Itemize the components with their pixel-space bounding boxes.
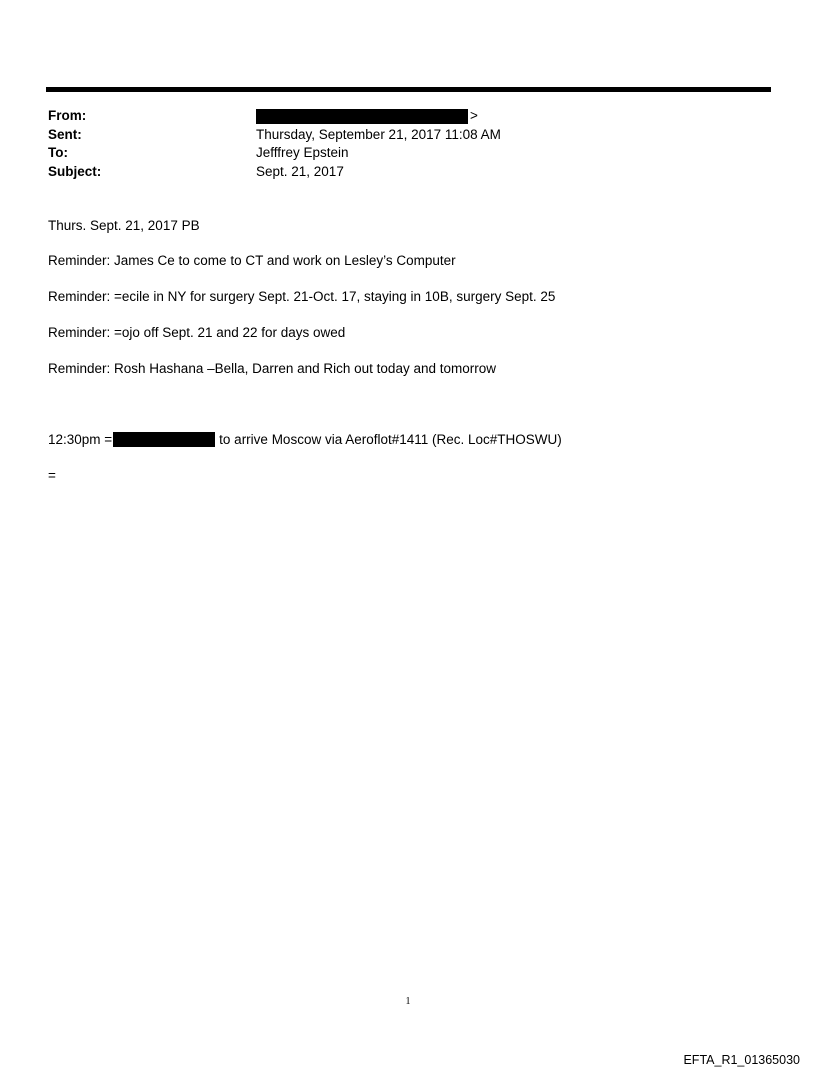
to-value: Jefffrey Epstein [256, 145, 349, 160]
body-line-travel [48, 431, 768, 448]
travel-details: to arrive Moscow via Aeroflot#1411 (Rec. Loc#THOSWU) [219, 432, 562, 447]
to-row [48, 144, 748, 163]
body-line-reminder-1: Reminder: James Ce to come to CT and work on Lesley’s Computer [48, 253, 456, 268]
from-suffix: > [470, 108, 478, 123]
header-divider-rule [46, 87, 771, 92]
subject-row [48, 163, 748, 182]
redaction-block [113, 432, 215, 447]
page-number: 1 [405, 996, 411, 1007]
subject-label: Subject: [48, 163, 102, 179]
email-header [48, 107, 748, 181]
sent-row [48, 126, 748, 145]
from-value [256, 107, 478, 126]
travel-time: 12:30pm = [48, 432, 113, 447]
document-id: EFTA_R1_01365030 [683, 1053, 800, 1067]
from-label: From: [48, 108, 87, 123]
to-label: To: [48, 145, 68, 160]
sent-label: Sent: [48, 126, 82, 142]
body-line-reminder-4: Reminder: Rosh Hashana –Bella, Darren and Rich out today and tomorrow [48, 361, 496, 376]
body-line-end: = [48, 468, 56, 483]
subject-value: Sept. 21, 2017 [256, 163, 344, 179]
body-line-date: Thurs. Sept. 21, 2017 PB [48, 218, 200, 233]
from-row [48, 107, 748, 126]
sent-value: Thursday, September 21, 2017 11:08 AM [256, 126, 501, 142]
body-line-reminder-3: Reminder: =ojo off Sept. 21 and 22 for days owed [48, 325, 346, 340]
body-line-reminder-2: Reminder: =ecile in NY for surgery Sept. 21-Oct. 17, staying in 10B, surgery Sept. 25 [48, 289, 556, 304]
redaction-block [256, 109, 468, 124]
